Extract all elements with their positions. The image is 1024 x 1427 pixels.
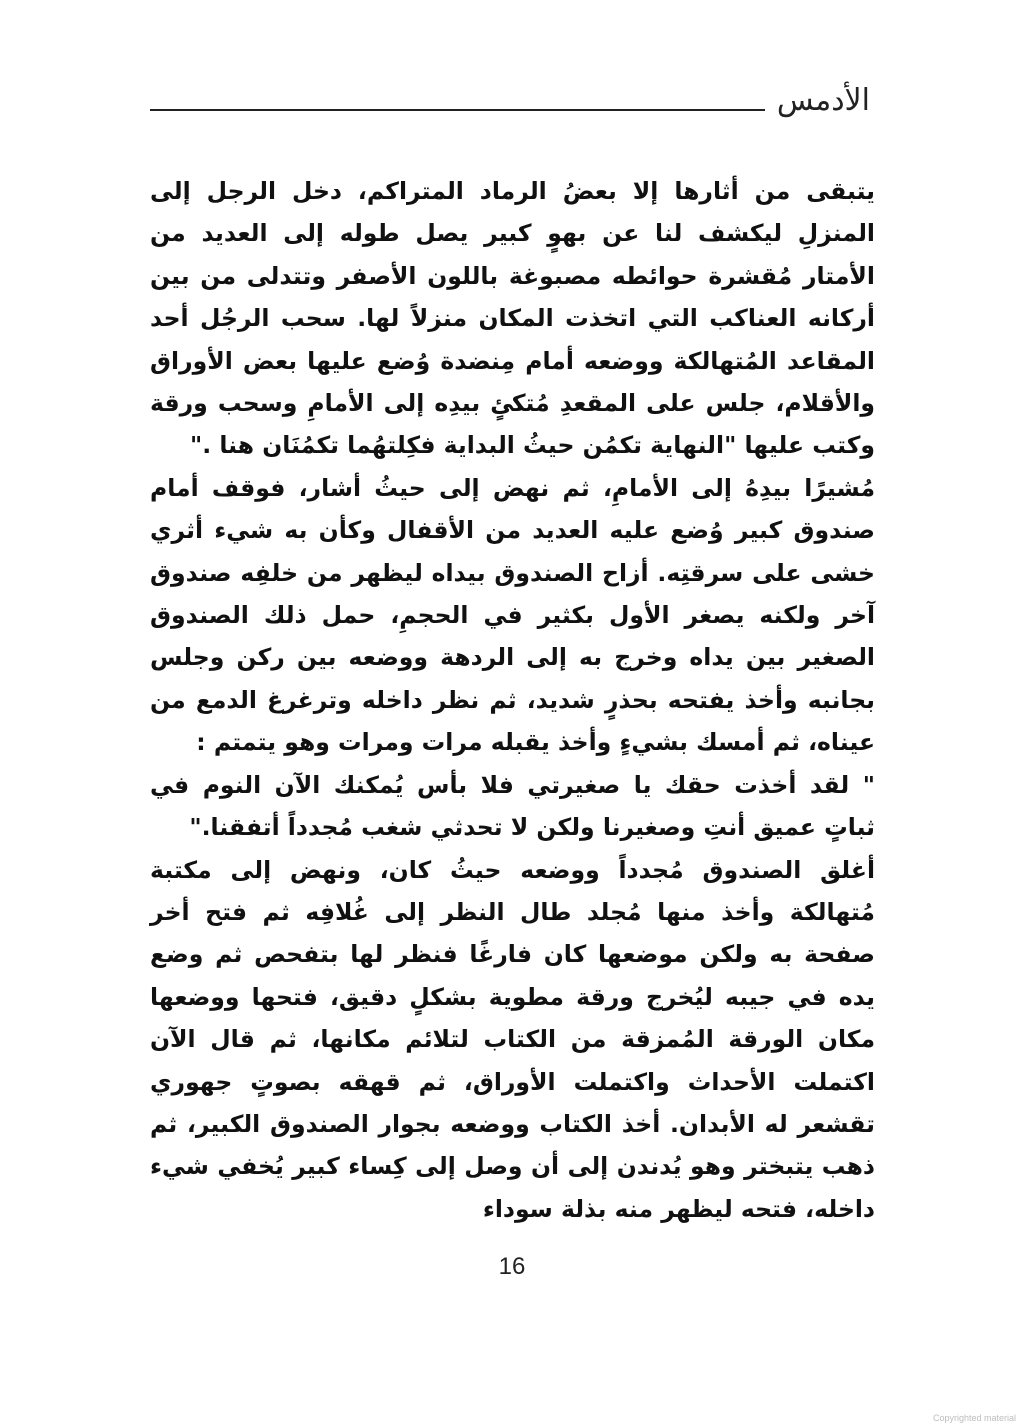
body-text — [150, 170, 875, 1230]
copyright-watermark: Copyrighted material — [932, 1413, 1016, 1423]
page-number: 16 — [498, 1253, 526, 1280]
paragraph: يتبقى من أثارها إلا بعضُ الرماد المتراكم، دخل الرجل إلى المنزلِ ليكشف لنا عن بهوٍ كبير يصل طوله إلى العديد من الأمتار مُقشرة حوائطه مصبوغة باللون الأصفر وتتدلى من بين أركانه العناكب التي اتخذت المكان منزلاً لها. سحب الرجُل أحد المقاعد المُتهالكة ووضعه أمام مِنضدة وُضع عليها بعض الأوراق والأقلام، جلس على المقعدِ مُتكئٍ بيدِه إلى الأمامِ وسحب ورقة وكتب عليها "النهاية تكمُن حيثُ البداية فكِلتهُما تكمُنَان هنا ." — [150, 177, 875, 460]
header-rule — [150, 109, 765, 111]
running-header — [150, 76, 870, 120]
running-header-title: الأدمس — [776, 83, 870, 118]
paragraph: " لقد أخذت حقك يا صغيرتي فلا بأس يُمكنك الآن النوم في ثباتٍ عميق أنتِ وصغيرنا ولكن لا تحدثي شغب مُجدداً أتفقنا." — [150, 770, 875, 842]
paragraph: أغلق الصندوق مُجدداً ووضعه حيثُ كان، ونهض إلى مكتبة مُتهالكة وأخذ منها مُجلد طال النظر إلى غُلافِه ثم فتح أخر صفحة به ولكن موضعها كان فارغًا فنظر لها بتفحص ثم وضع يده في جيبه ليُخرج ورقة مطوية بشكلٍ دقيق، فتحها ووضعها مكان الورقة المُمزقة من الكتاب لتلائم مكانها، ثم قال الآن اكتملت الأحداث واكتملت الأوراق، ثم قهقه بصوتٍ جهوري تقشعر له الأبدان. أخذ الكتاب ووضعه بجوار الصندوق الكبير، ثم ذهب يتبختر وهو يُدندن إلى أن وصل إلى كِساء كبير يُخفي شيء داخله، فتحه ليظهر منه بذلة سوداء — [150, 855, 875, 1223]
paragraph: مُشيرًا بيدِهُ إلى الأمامِ، ثم نهض إلى حيثُ أشار، فوقف أمام صندوق كبير وُضع عليه العديد من الأقفال وكأن به شيء أثري خشى على سرقتِه. أزاح الصندوق بيداه ليظهر من خلفِه صندوق آخر ولكنه يصغر الأول بكثير في الحجمِ، حمل ذلك الصندوق الصغير بين يداه وخرج به إلى الردهة ووضعه بين ركن وجلس بجانبه وأخذ يفتحه بحذرٍ شديد، ثم نظر داخله وترغرغ الدمع من عيناه، ثم أمسك بشيءٍ وأخذ يقبله مرات ومرات وهو يتمتم : — [150, 473, 875, 757]
